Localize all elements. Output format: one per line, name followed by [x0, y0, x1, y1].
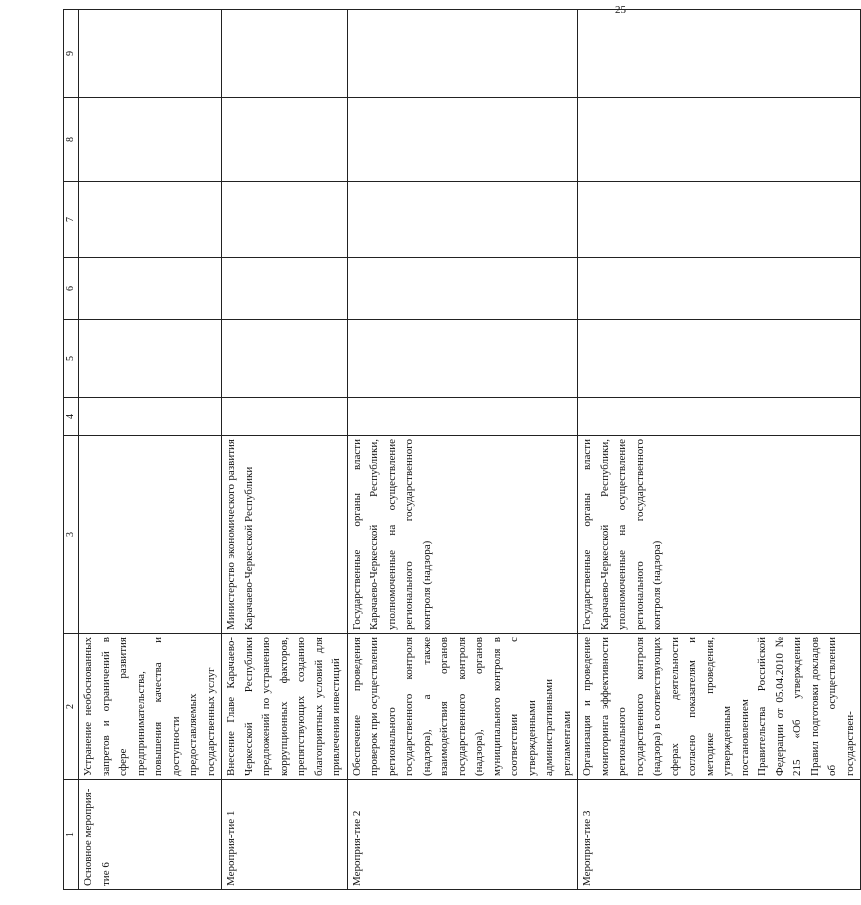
responsible-body-cell: Министерство экономического развития Карачаево-Черкесской Республики: [222, 436, 348, 634]
empty-cell: [79, 258, 222, 320]
empty-cell: [578, 182, 861, 258]
column-number: 5: [64, 320, 79, 398]
activity-description-cell: Устранение необоснованных запретов и ограничений в сфере развития предпринимательства, повышения качества и доступности предоставляемых государственных услуг: [79, 634, 222, 780]
empty-cell: [347, 398, 578, 436]
column-number: 9: [64, 10, 79, 98]
column-number: 7: [64, 182, 79, 258]
table-row: [347, 10, 578, 890]
empty-cell: [347, 98, 578, 182]
empty-cell: [79, 320, 222, 398]
empty-cell: [578, 320, 861, 398]
column-number: 8: [64, 98, 79, 182]
column-number: 2: [64, 634, 79, 780]
activities-table: [63, 9, 861, 890]
empty-cell: [222, 258, 348, 320]
responsible-body-cell: [79, 436, 222, 634]
page-number: 25: [615, 4, 626, 16]
empty-cell: [79, 182, 222, 258]
empty-cell: [222, 320, 348, 398]
table-row: [578, 10, 861, 890]
rotated-page-content: [63, 10, 856, 890]
empty-cell: [347, 182, 578, 258]
responsible-body-cell: Государственные органы власти Карачаево-Черкесской Республики, уполномоченные на осуществление регионального государственного контроля (надзора): [578, 436, 861, 634]
empty-cell: [578, 98, 861, 182]
column-number: 3: [64, 436, 79, 634]
empty-cell: [222, 182, 348, 258]
empty-cell: [222, 398, 348, 436]
empty-cell: [79, 98, 222, 182]
empty-cell: [79, 398, 222, 436]
column-number: 1: [64, 780, 79, 890]
column-number: 4: [64, 398, 79, 436]
empty-cell: [578, 10, 861, 98]
activity-name-cell: Основное мероприя-тие 6: [79, 780, 222, 890]
empty-cell: [347, 320, 578, 398]
responsible-body-cell: Государственные органы власти Карачаево-Черкесской Республики, уполномоченные на осуществление регионального государственного контроля (надзора): [347, 436, 578, 634]
table-row: [222, 10, 348, 890]
column-number-row: [64, 10, 79, 890]
activity-description-cell: Организация и проведение мониторинга эффективности регионального государственного контроля (надзора) в соответствующих сферах деятельности согласно показателям и методике проведения, утвержденным постановлением Правительства Российской Федерации от 05.04.2010 № 215 «Об утверждении Правил подготовки докладов об осуществлении государствен-: [578, 634, 861, 780]
activity-description-cell: Внесение Главе Карачаево-Черкесской Республики предложений по устранению коррупционных факторов, препятствующих созданию благоприятных условий для привлечения инвестиций: [222, 634, 348, 780]
empty-cell: [222, 98, 348, 182]
empty-cell: [347, 258, 578, 320]
empty-cell: [578, 258, 861, 320]
empty-cell: [79, 10, 222, 98]
column-number: 6: [64, 258, 79, 320]
activity-name-cell: Мероприя-тие 2: [347, 780, 578, 890]
table-row: [79, 10, 222, 890]
activity-description-cell: Обеспечение проведения проверок при осуществлении регионального государственного контроля (надзора), а также взаимодействия органов государственного контроля (надзора), органов муниципального контроля в соответствии с утвержденными административными регламентами: [347, 634, 578, 780]
activity-name-cell: Мероприя-тие 1: [222, 780, 348, 890]
empty-cell: [347, 10, 578, 98]
empty-cell: [578, 398, 861, 436]
activity-name-cell: Мероприя-тие 3: [578, 780, 861, 890]
empty-cell: [222, 10, 348, 98]
